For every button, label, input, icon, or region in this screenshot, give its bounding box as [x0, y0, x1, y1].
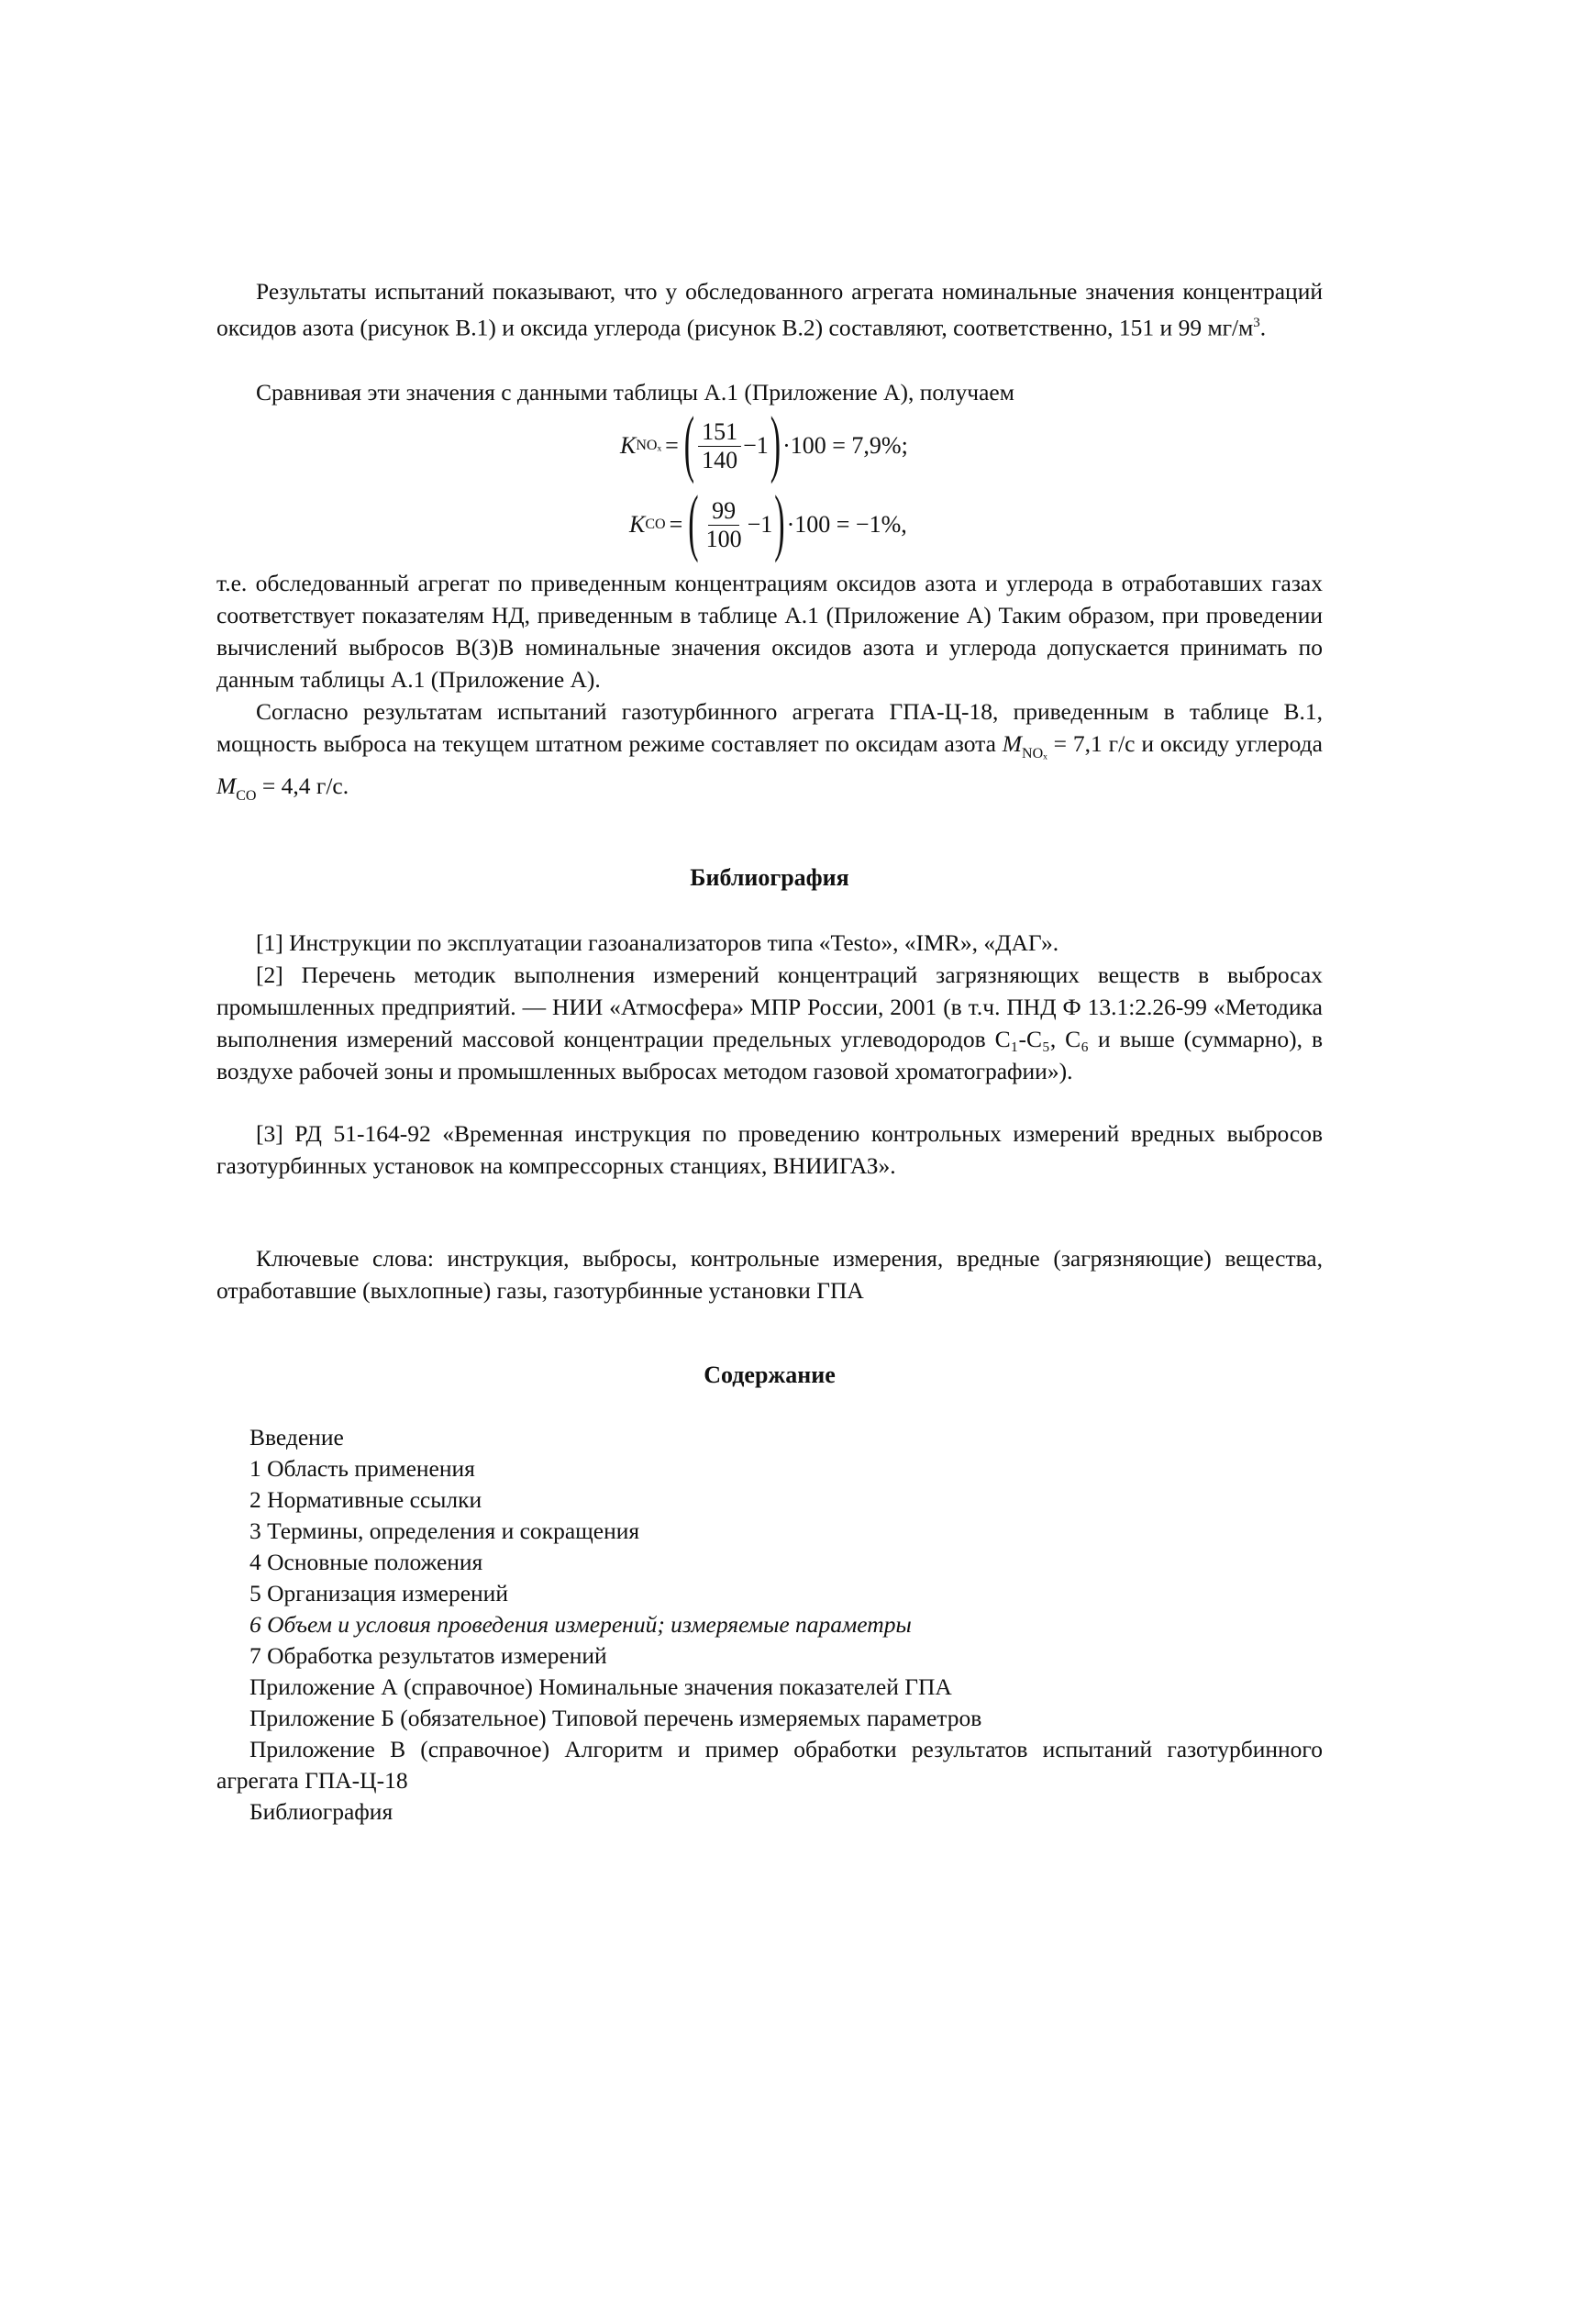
emission-m-co-subscript: CO — [236, 788, 257, 804]
bibliography-item-2 — [216, 959, 1323, 1087]
contents-item: Приложение В (справочное) Алгоритм и пример обработки результатов испытаний газотурбинного агрегата ГПА-Ц-18 — [216, 1736, 1323, 1794]
comparison-text: Сравнивая эти значения с данными таблицы А.1 (Приложение А), получаем — [256, 379, 1014, 406]
emission-paragraph — [216, 695, 1323, 812]
formula-knox-minus-one: −1 — [743, 432, 769, 459]
formula-knox — [620, 404, 908, 486]
emission-nox-value: = 7,1 г/с и оксиду углерода — [1047, 730, 1323, 757]
emission-m-nox: M — [1002, 730, 1023, 757]
contents-item: Введение — [249, 1424, 344, 1450]
conclusion-paragraph — [216, 567, 1323, 695]
formula-kco-equals: = — [669, 511, 683, 538]
formula-kco-subscript: CO — [645, 517, 666, 532]
contents-item: 2 Нормативные ссылки — [249, 1486, 482, 1513]
results-end: . — [1259, 314, 1267, 341]
formula-kco — [629, 483, 907, 565]
bibliography-item-1 — [216, 927, 1323, 959]
formula-kco-minus-one: −1 — [747, 511, 773, 538]
bibliography-item-text: [1] Инструкции по эксплуатации газоанализаторов типа «Testo», «IMR», «ДАГ». — [256, 929, 1059, 956]
contents-item: 3 Термины, определения и сокращения — [249, 1517, 640, 1544]
contents-item: 5 Организация измерений — [249, 1580, 508, 1606]
emission-text: Согласно результатам испытаний газотурбинного агрегата ГПА-Ц-18, приведенным в таблице В.1, мощность выброса на текущем штатном режиме составляет по оксидам азота — [216, 698, 1323, 757]
bibliography-item-text: [3] РД 51-164-92 «Временная инструкция по проведению контрольных измерений вредных выбросов газотурбинных установок на компрессорных станциях, ВНИИГАЗ». — [216, 1120, 1323, 1179]
fraction-denominator: 140 — [702, 446, 738, 473]
fraction-numerator: 99 — [708, 497, 739, 526]
bibliography-heading: Библиография — [690, 864, 849, 891]
results-paragraph — [216, 275, 1323, 344]
conclusion-text: т.е. обследованный агрегат по приведенным концентрациям оксидов азота и углерода в отработавших газах соответствует показателям НД, приведенным в таблице А.1 (Приложение А) Таким образом, при проведении вычислений выбросов В(З)В номинальные значения оксидов азота и углерода допускается принимать по данным таблицы А.1 (Приложение А). — [216, 570, 1323, 693]
formula-knox-fraction — [698, 418, 741, 474]
contents-list — [216, 1422, 1323, 1828]
right-paren: ) — [774, 483, 785, 565]
bibliography-item-3 — [216, 1117, 1323, 1182]
formula-kco-result: ·100 = −1%, — [786, 511, 907, 538]
bibliography-item-text: [2] Перечень методик выполнения измерений концентраций загрязняющих веществ в выбросах промышленных предприятий. — НИИ «Атмосфера» МПР России, 2001 (в т.ч. ПНД Ф 13.1:2.26-99 «Методика выполнения измерений массовой концентрации предельных углеводородов C₁-C₅, C₆ и выше (суммарно), в воздухе рабочей зоны и промышленных выбросах методом газовой хроматографии»). — [216, 961, 1323, 1084]
contents-item: 4 Основные положения — [249, 1549, 483, 1575]
contents-heading: Содержание — [704, 1362, 836, 1388]
contents-item: 1 Область применения — [249, 1455, 475, 1482]
formula-kco-fraction — [703, 497, 746, 553]
left-paren: ( — [683, 404, 695, 486]
emission-m-co: M — [216, 772, 237, 799]
contents-item: Библиография — [249, 1798, 393, 1825]
fraction-numerator: 151 — [698, 418, 741, 447]
emission-co-value: = 4,4 г/с. — [256, 772, 349, 799]
formula-knox-subscript: NOₓ — [636, 438, 662, 453]
contents-item: 6 Объем и условия проведения измерений; измеряемые параметры — [249, 1611, 912, 1638]
contents-item: Приложение А (справочное) Номинальные значения показателей ГПА — [249, 1673, 952, 1700]
results-text: Результаты испытаний показывают, что у обследованного агрегата номинальные значения концентраций оксидов азота (рисунок В.1) и оксида углерода (рисунок В.2) составляют, соответственно, 151 и 99 мг/м — [216, 278, 1323, 341]
right-paren: ) — [770, 404, 781, 486]
formula-knox-result: ·100 = 7,9%; — [782, 432, 908, 459]
unit-superscript: 3 — [1253, 316, 1260, 330]
emission-m-nox-subscript: NOₓ — [1022, 746, 1047, 761]
formula-knox-equals: = — [665, 432, 679, 459]
keywords-paragraph — [216, 1242, 1323, 1306]
fraction-denominator: 100 — [705, 525, 742, 552]
keywords-text: Ключевые слова: инструкция, выбросы, контрольные измерения, вредные (загрязняющие) вещества, отработавшие (выхлопные) газы, газотурбинные установки ГПА — [216, 1245, 1323, 1304]
contents-item: Приложение Б (обязательное) Типовой перечень измеряемых параметров — [249, 1705, 982, 1731]
formula-kco-symbol: K — [629, 511, 646, 538]
contents-item: 7 Обработка результатов измерений — [249, 1642, 607, 1669]
formula-knox-symbol: K — [620, 432, 637, 459]
left-paren: ( — [688, 483, 699, 565]
